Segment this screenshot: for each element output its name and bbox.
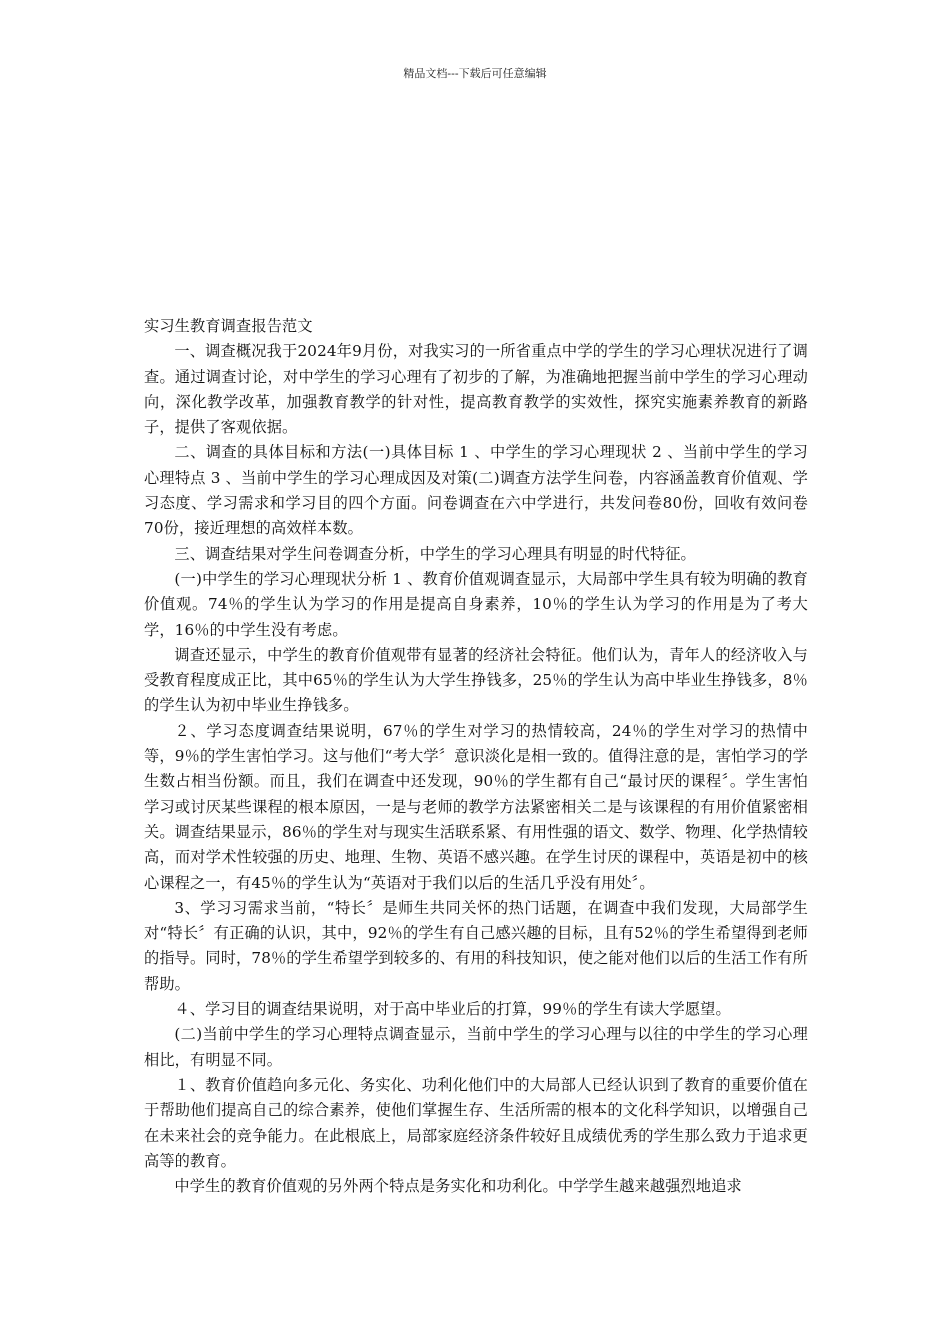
document-body [144, 314, 808, 1199]
paragraph-value-diversification: １、教育价值趋向多元化、务实化、功利化他们中的大局部人已经认识到了教育的重要价值在于帮助他们提高自己的综合素养，使他们掌握生存、生活所需的根本的文化科学知识，以增强自己在未来社会的竞争能力。在此根底上，局部家庭经济条件较好且成绩优秀的学生那么致力于追求更高等的教育。 [144, 1075, 808, 1170]
paragraph-psychology-features: (二)当前中学生的学习心理特点调查显示，当前中学生的学习心理与以往的中学生的学习心理相比，有明显不同。 [144, 1025, 808, 1069]
paragraph-goals-methods: 二、调查的具体目标和方法(一)具体目标 1 、中学生的学习心理现状 2 、当前中学生的学习心理特点 3 、当前中学生的学习心理成因及对策(二)调查方法学生问卷，内容涵盖教育价值观、学习态度、学习需求和学习目的四个方面。问卷调查在六中学进行，共发问卷80份，回收有效问卷70份，接近理想的高效样本数。 [144, 443, 808, 538]
paragraph-economic-features: 调查还显示，中学生的教育价值观带有显著的经济社会特征。他们认为，青年人的经济收入与受教育程度成正比，其中65％的学生认为大学生挣钱多，25％的学生认为高中毕业生挣钱多，8％的学生认为初中毕业生挣钱多。 [144, 645, 808, 715]
paragraph-survey-overview: 一、调查概况我于2024年9月份，对我实习的一所省重点中学的学生的学习心理状况进行了调查。通过调查讨论，对中学生的学习心理有了初步的了解，为准确地把握当前中学生的学习心理动向，深化教学改革，加强教育教学的针对性，提高教育教学的实效性，探究实施素养教育的新路子，提供了客观依据。 [144, 342, 808, 437]
paragraph-education-values: (一)中学生的学习心理现状分析 1 、教育价值观调查显示，大局部中学生具有较为明确的教育价值观。74％的学生认为学习的作用是提高自身素养，10％的学生认为学习的作用是为了考大学，16％的中学生没有考虑。 [144, 569, 808, 639]
page-header: 精品文档---下载后可任意编辑 [403, 67, 547, 80]
paragraph-pragmatism: 中学生的教育价值观的另外两个特点是务实化和功利化。中学学生越来越强烈地追求 [174, 1177, 742, 1196]
paragraph-learning-purpose: ４、学习目的调查结果说明，对于高中毕业后的打算，99％的学生有读大学愿望。 [174, 1000, 731, 1019]
paragraph-results-intro: 三、调查结果对学生问卷调查分析，中学生的学习心理具有明显的时代特征。 [174, 544, 696, 563]
paragraph-learning-needs: 3、学习习需求当前，“特长〞是师生共同关怀的热门话题，在调查中我们发现，大局部学生对“特长〞有正确的认识，其中，92％的学生有自己感兴趣的目标，且有52％的学生希望得到老师的指导。同时，78％的学生希望学到较多的、有用的科技知识，使之能对他们以后的生活工作有所帮助。 [144, 898, 808, 993]
document-title: 实习生教育调查报告范文 [144, 317, 313, 335]
paragraph-learning-attitude: ２、学习态度调查结果说明，67％的学生对学习的热情较高，24％的学生对学习的热情中等，9％的学生害怕学习。这与他们“考大学〞意识淡化是相一致的。值得注意的是，害怕学习的学生数占相当份额。而且，我们在调查中还发现，90％的学生都有自己“最讨厌的课程〞。学生害怕学习或讨厌某些课程的根本原因，一是与老师的教学方法紧密相关二是与该课程的有用价值紧密相关。调查结果显示，86％的学生对与现实生活联系紧、有用性强的语文、数学、物理、化学热情较高，而对学术性较强的历史、地理、生物、英语不感兴趣。在学生讨厌的课程中，英语是初中的核心课程之一，有45％的学生认为“英语对于我们以后的生活几乎没有用处〞。 [144, 721, 808, 892]
